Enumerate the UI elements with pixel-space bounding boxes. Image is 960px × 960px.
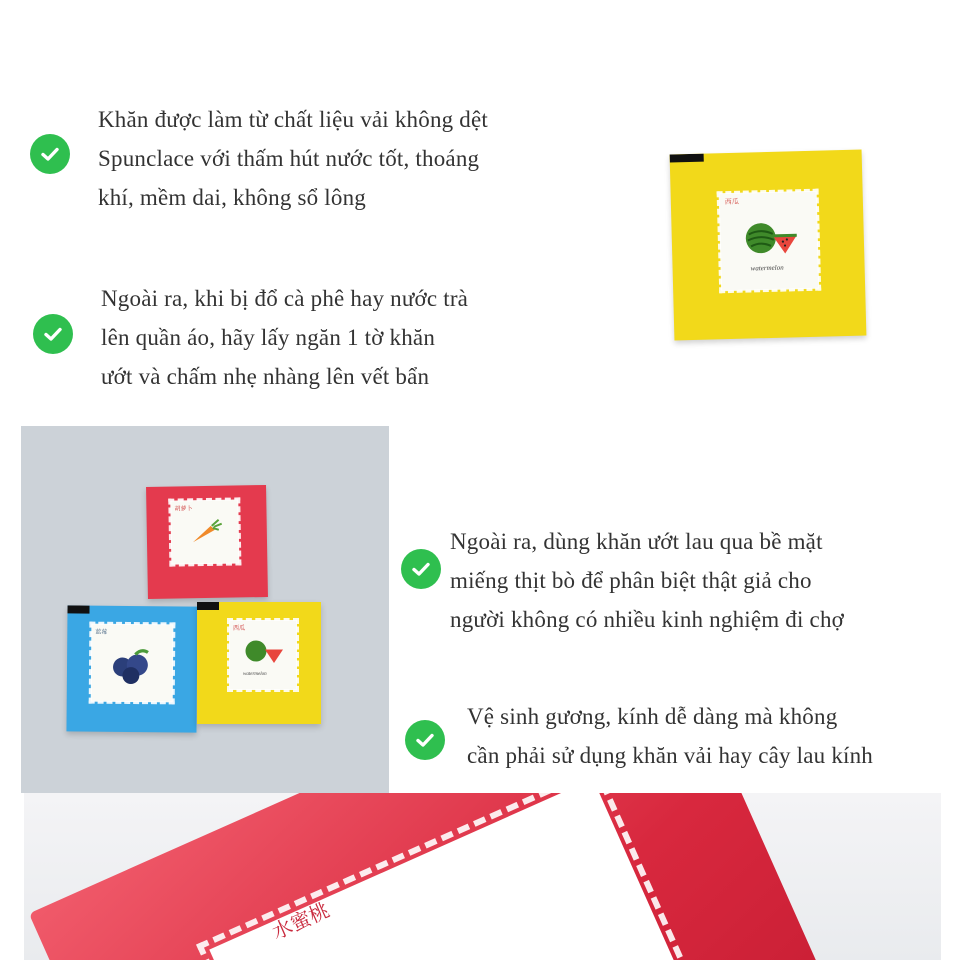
sachet-label bbox=[229, 620, 297, 690]
feature-text-3 bbox=[450, 522, 844, 639]
feature-2-line-2: lên quần áo, hãy lấy ngăn 1 tờ khăn bbox=[101, 325, 436, 350]
blueberry-icon bbox=[105, 646, 159, 684]
feature-text-4 bbox=[467, 697, 873, 775]
feature-text-1 bbox=[98, 100, 488, 217]
check-circle-icon bbox=[401, 549, 441, 589]
feature-3-line-3: người không có nhiều kinh nghiệm đi chợ bbox=[450, 607, 845, 632]
sachet-en-label: watermelon bbox=[243, 672, 267, 677]
check-circle-icon bbox=[405, 720, 445, 760]
feature-4-line-1: Vệ sinh gương, kính dễ dàng mà không bbox=[467, 704, 838, 729]
check-circle-icon bbox=[30, 134, 70, 174]
feature-2-line-3: ướt và chấm nhẹ nhàng lên vết bẩn bbox=[101, 364, 430, 389]
feature-text-2 bbox=[101, 279, 468, 396]
sachet-notch bbox=[197, 602, 219, 610]
product-photo bbox=[21, 426, 389, 793]
feature-1-line-3: khí, mềm dai, không sổ lông bbox=[98, 185, 366, 210]
carrot-icon bbox=[185, 518, 226, 549]
watermelon-icon bbox=[239, 636, 285, 666]
sachet-cn-label: 西瓜 bbox=[233, 625, 246, 632]
feature-1-line-2: Spunclace với thấm hút nước tốt, thoáng bbox=[98, 146, 480, 171]
check-circle-icon bbox=[33, 314, 73, 354]
closeup-cn-label: 水蜜桃 bbox=[268, 897, 333, 945]
feature-4-line-2: cần phải sử dụng khăn vải hay cây lau kính bbox=[467, 743, 874, 768]
closeup-sachet-photo bbox=[24, 793, 941, 960]
sachet-cn-label: 西瓜 bbox=[724, 197, 739, 207]
feature-3-line-1: Ngoài ra, dùng khăn ướt lau qua bề mặt bbox=[450, 529, 823, 554]
sachet-label bbox=[170, 499, 239, 564]
sachet-cn-label: 蓝莓 bbox=[95, 628, 108, 636]
watermelon-sachet-image bbox=[670, 150, 867, 341]
feature-1-line-1: Khăn được làm từ chất liệu vải không dệt bbox=[98, 107, 488, 132]
feature-2-line-1: Ngoài ra, khi bị đổ cà phê hay nước trà bbox=[101, 286, 469, 311]
feature-3-line-2: miếng thịt bò để phân biệt thật giả cho bbox=[450, 568, 812, 593]
sachet-label bbox=[719, 191, 820, 292]
watermelon-icon bbox=[737, 217, 800, 259]
sachet-en-label: watermelon bbox=[750, 263, 784, 273]
carrot-sachet-image bbox=[146, 485, 268, 599]
sachet-cn-label: 胡萝卜 bbox=[174, 505, 193, 513]
blueberry-sachet-image bbox=[66, 605, 197, 732]
sachet-notch bbox=[67, 605, 89, 613]
sachet-label bbox=[91, 624, 174, 703]
watermelon-sachet-image bbox=[197, 602, 321, 724]
sachet-notch bbox=[670, 154, 704, 163]
